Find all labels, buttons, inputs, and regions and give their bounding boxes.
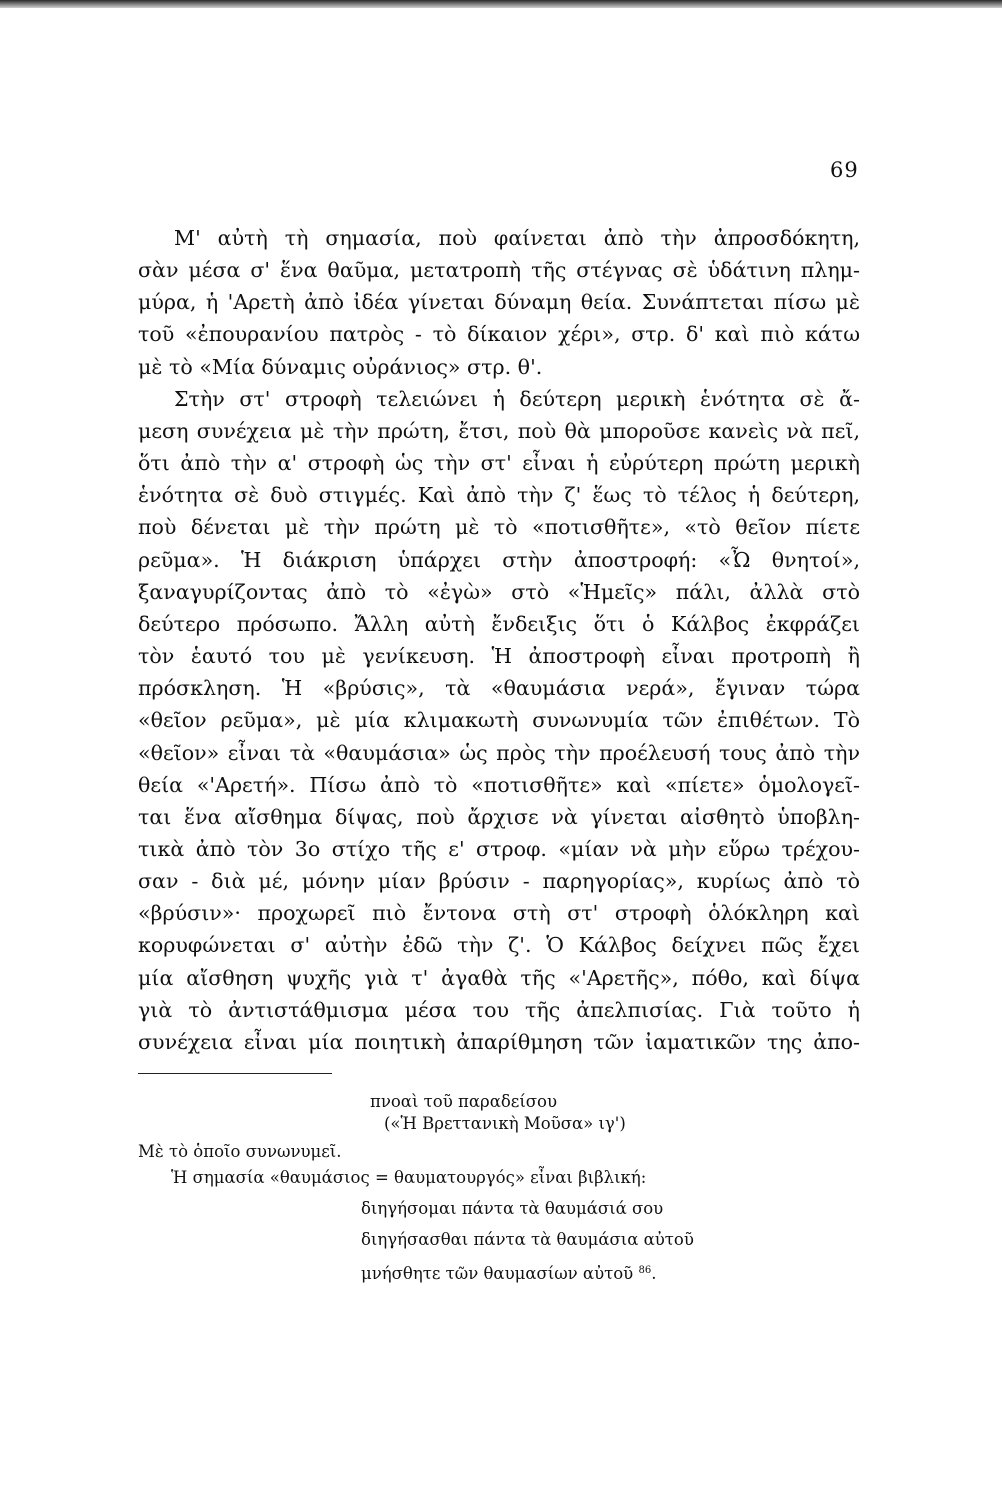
footnote-line: Μὲ τὸ ὁποῖο συνωνυμεῖ. <box>138 1142 342 1161</box>
footnote-reference-mark: 86 <box>638 1265 652 1276</box>
text-line: συνέχεια εἶναι μία ποιητικὴ ἀπαρίθμηση τῶν ἰαματικῶν της ἀπο- <box>138 1029 860 1054</box>
footnote-line: Ἡ σημασία «θαυμάσιος = θαυματουργός» εἶναι βιβλική: <box>171 1168 647 1187</box>
text-line: γιὰ τὸ ἀντιστάθμισμα μέσα του τῆς ἀπελπισίας. Γιὰ τοῦτο ἡ <box>138 997 860 1022</box>
footnote-line-text: μνήσθητε τῶν θαυμασίων αὐτοῦ <box>361 1264 634 1283</box>
footnote-line: διηγήσασθαι πάντα τὰ θαυμάσια αὐτοῦ <box>361 1230 694 1249</box>
text-line: σαν - διὰ μέ, μόνην μίαν βρύσιν - παρηγορίας», κυρίως ἀπὸ τὸ <box>138 869 860 894</box>
text-line: Στὴν στ' στροφὴ τελειώνει ἡ δεύτερη μερικὴ ἑνότητα σὲ ἄ- <box>174 386 860 411</box>
text-line: ται ἕνα αἴσθημα δίψας, ποὺ ἄρχισε νὰ γίνεται αἰσθητὸ ὑποβλη- <box>138 804 860 829</box>
text-line: μὲ τὸ «Μία δύναμις οὐράνιος» στρ. θ'. <box>138 354 543 379</box>
text-line: «βρύσιν»· προχωρεῖ πιὸ ἔντονα στὴ στ' στροφὴ ὁλόκληρη καὶ <box>138 901 860 926</box>
text-line: ποὺ δένεται μὲ τὴν πρώτη μὲ τὸ «ποτισθῆτε», «τὸ θεῖον πίετε <box>138 515 860 540</box>
text-line: ὅτι ἀπὸ τὴν α' στροφὴ ὡς τὴν στ' εἶναι ἡ εὐρύτερη πρώτη μερικὴ <box>138 451 860 476</box>
text-line: μεση συνέχεια μὲ τὴν πρώτη, ἔτσι, ποὺ θὰ μποροῦσε κανεὶς νὰ πεῖ, <box>138 418 860 443</box>
text-line: μία αἴσθηση ψυχῆς γιὰ τ' ἀγαθὰ τῆς «'Αρετῆς», πόθο, καὶ δίψα <box>138 965 860 990</box>
text-line: «θεῖον» εἶναι τὰ «θαυμάσια» ὡς πρὸς τὴν προέλευσή τους ἀπὸ τὴν <box>138 740 860 765</box>
text-line: ξαναγυρίζοντας ἀπὸ τὸ «ἐγὼ» στὸ «Ἡμεῖς» πάλι, ἀλλὰ στὸ <box>138 579 860 604</box>
body-text <box>138 222 860 1058</box>
footnote-line <box>361 1260 656 1285</box>
text-line: ἑνότητα σὲ δυὸ στιγμές. Καὶ ἀπὸ τὴν ζ' ἕως τὸ τέλος ἡ δεύτερη, <box>138 483 860 508</box>
text-line: τικὰ ἀπὸ τὸν 3ο στίχο τῆς ε' στροφ. «μίαν νὰ μὴν εὕρω τρέχου- <box>138 836 860 861</box>
text-line: κορυφώνεται σ' αὐτὴν ἐδῶ τὴν ζ'. Ὁ Κάλβος δείχνει πῶς ἔχει <box>138 933 860 958</box>
footnote-line-end: . <box>651 1264 657 1283</box>
footnote-rule <box>138 1073 332 1074</box>
footnote-line: πνοαὶ τοῦ παραδείσου <box>370 1092 558 1111</box>
text-line: τοῦ «ἐπουρανίου πατρὸς - τὸ δίκαιον χέρι», στρ. δ' καὶ πιὸ κάτω <box>138 322 860 347</box>
text-line: τὸν ἑαυτό του μὲ γενίκευση. Ἡ ἀποστροφὴ εἶναι προτροπὴ ἢ <box>138 644 860 669</box>
text-line: μύρα, ἡ 'Αρετὴ ἀπὸ ἰδέα γίνεται δύναμη θεία. Συνάπτεται πίσω μὲ <box>138 290 860 315</box>
footnote-line: διηγήσομαι πάντα τὰ θαυμάσιά σου <box>361 1199 664 1218</box>
text-line: Μ' αὐτὴ τὴ σημασία, ποὺ φαίνεται ἀπὸ τὴν ἀπροσδόκητη, <box>174 226 860 250</box>
text-line: πρόσκληση. Ἡ «βρύσις», τὰ «θαυμάσια νερά», ἔγιναν τώρα <box>138 676 860 701</box>
text-line: θεία «'Αρετή». Πίσω ἀπὸ τὸ «ποτισθῆτε» καὶ «πίετε» ὁμολογεῖ- <box>138 772 860 797</box>
scan-top-edge <box>0 0 1002 8</box>
page-number: 69 <box>830 158 859 182</box>
text-line: «θεῖον ρεῦμα», μὲ μία κλιμακωτὴ συνωνυμία τῶν ἐπιθέτων. Τὸ <box>138 708 860 733</box>
footnote-line: («Ἡ Βρεττανικὴ Μοῦσα» ιγ') <box>384 1114 626 1133</box>
text-line: δεύτερο πρόσωπο. Ἄλλη αὐτὴ ἔνδειξις ὅτι ὁ Κάλβος ἐκφράζει <box>138 611 860 636</box>
text-line: ρεῦμα». Ἡ διάκριση ὑπάρχει στὴν ἀποστροφή: «Ὦ θνητοί», <box>138 547 860 572</box>
text-line: σὰν μέσα σ' ἕνα θαῦμα, μετατροπὴ τῆς στέγνας σὲ ὑδάτινη πλημ- <box>138 258 860 283</box>
